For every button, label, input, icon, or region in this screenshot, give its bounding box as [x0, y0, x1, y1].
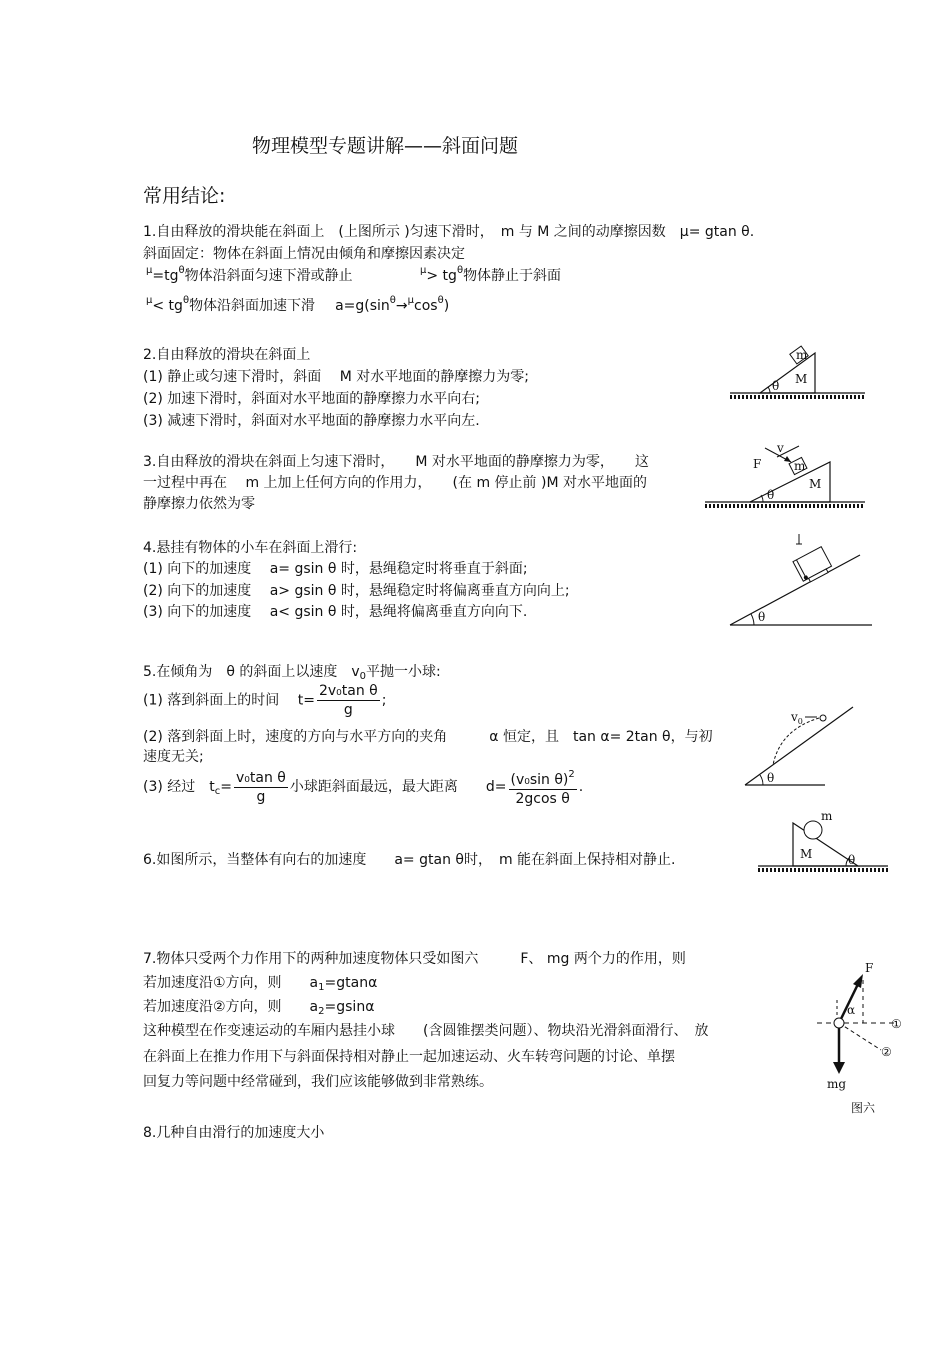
s1-cond3 [146, 295, 449, 315]
fraction [234, 769, 288, 806]
s7-line5: 在斜面上在推力作用下与斜面保持相对静止一起加速运动、火车转弯问题的讨论、单摆 [143, 1049, 675, 1065]
fig-label-M: M [809, 477, 822, 491]
s7-l3a: 若加速度沿②方向，则 a [143, 999, 319, 1015]
s1-line2: 斜面固定：物体在斜面上情况由倾角和摩擦因素决定 [143, 246, 465, 262]
s7-l2sub: 1 [318, 982, 325, 993]
s4-head: 4.悬挂有物体的小车在斜面上滑行: [143, 540, 358, 556]
fig-caption: 图六 [851, 1101, 876, 1115]
theta-symbol: θ [437, 295, 444, 306]
s7-l3b: =gsinα [324, 999, 375, 1015]
incline-figure-force [705, 440, 865, 512]
s5-head-tail: 平抛一小球: [366, 664, 441, 680]
s6-line1: 6.如图所示，当整体有向右的加速度 a= gtan θ时， m 能在斜面上保持相对静止. [143, 852, 676, 868]
theta-symbol: θ [182, 295, 190, 306]
s5-l3b: = [220, 779, 233, 795]
s3-line3: 静摩擦力依然为零 [143, 496, 255, 512]
fig-label-theta: θ [848, 853, 856, 867]
s1-line1: 1.自由释放的滑块能在斜面上 (上图所示 )匀速下滑时， m 与 M 之间的动摩擦因数 μ= gtan θ. [143, 224, 755, 240]
mu-symbol: μ [146, 265, 153, 276]
s4-line3: (3) 向下的加速度 a< gsin θ 时，悬绳将偏离垂直方向向下. [143, 604, 528, 620]
frac-num [509, 766, 577, 790]
s5-l3tail: . [578, 779, 584, 795]
s1-c3f: ) [443, 298, 450, 314]
s1-c3c: a=g(sin [335, 298, 390, 314]
mu-symbol: μ [420, 265, 427, 276]
s7-line3 [143, 996, 374, 1017]
s7-line1: 7.物体只受两个力作用下的两种加速度物体只受如图六 F、 mg 两个力的作用，则 [143, 951, 686, 967]
theta-symbol: θ [178, 265, 185, 276]
fig-label-v: v [777, 441, 784, 455]
fraction [317, 682, 380, 719]
fig-label-theta: θ [767, 771, 775, 785]
frac-num: 2v₀tan θ [318, 683, 378, 699]
fraction [509, 766, 577, 808]
mu-symbol: μ [407, 295, 415, 306]
s1-c1b: 物体沿斜面匀速下滑或静止 [184, 268, 353, 284]
theta-symbol: θ [389, 295, 396, 306]
s1-cond2 [420, 265, 561, 285]
incline-ball-figure [758, 808, 888, 876]
frac-den: g [343, 702, 353, 718]
s5-l3sub: c [214, 786, 221, 797]
fig-label-M: M [795, 372, 808, 386]
fig-label-theta: θ [758, 610, 766, 624]
s5-l1a: (1) 落到斜面上的时间 t= [143, 692, 315, 709]
s1-c2a: > tg [426, 268, 457, 284]
incline-figure-1 [730, 345, 865, 400]
s5-l1tail: ; [381, 692, 387, 709]
s5-line1 [143, 682, 386, 719]
frac-den: g [256, 788, 266, 805]
s5-head-sub: 0 [359, 671, 367, 682]
fig-label-M: M [800, 847, 813, 861]
fig-label-m: m [821, 809, 833, 823]
projectile-incline-figure [745, 705, 855, 790]
fig-label-theta: θ [772, 379, 780, 393]
s4-line1: (1) 向下的加速度 a= gsin θ 时，悬绳稳定时将垂直于斜面; [143, 561, 528, 577]
frac-den: 2gcos θ [515, 791, 570, 807]
fig-label-m: m [794, 459, 806, 473]
theta-symbol: θ [456, 265, 464, 276]
s1-c3b: 物体沿斜面加速下滑 [189, 298, 316, 314]
frac-num: v₀tan θ [236, 769, 286, 786]
s5-l3a: (3) 经过 t [143, 779, 215, 795]
mu-symbol: μ [146, 295, 153, 306]
s7-l3sub: 2 [318, 1006, 325, 1017]
fig-label-F: F [753, 457, 762, 471]
s7-l2a: 若加速度沿①方向，则 a [143, 975, 319, 991]
fig-label-theta: θ [767, 488, 775, 502]
fig-label-F: F [865, 961, 874, 975]
fig-label-v0: $v_0$ [791, 710, 803, 726]
fig-label-m: m [796, 348, 808, 362]
frac-sup: 2 [568, 769, 575, 780]
frac-num-text: (v₀sin θ) [510, 772, 569, 788]
s2-line2: (2) 加速下滑时，斜面对水平地面的静摩擦力水平向右; [143, 391, 480, 407]
s1-c3a: < tg [152, 298, 183, 314]
s3-line1: 3.自由释放的滑块在斜面上匀速下滑时， M 对水平地面的静摩擦力为零， 这 [143, 454, 649, 470]
s1-cond1 [146, 265, 353, 285]
s2-head: 2.自由释放的滑块在斜面上 [143, 347, 311, 363]
fig-label-mg: mg [827, 1077, 847, 1091]
s5-line2b: 速度无关; [143, 749, 204, 765]
s7-line4: 这种模型在作变速运动的车厢内悬挂小球 (含圆锥摆类问题）、物块沿光滑斜面滑行、 放 [143, 1023, 709, 1039]
s7-l2b: =gtanα [324, 975, 378, 991]
s3-line2: 一过程中再在 m 上加上任何方向的作用力， (在 m 停止前 )M 对水平地面的 [143, 475, 647, 491]
s1-c1a: =tg [152, 268, 179, 284]
s1-c2b: 物体静止于斜面 [463, 268, 562, 284]
fig-label-circle1: ① [891, 1017, 902, 1031]
s5-head-text: 5.在倾角为 θ 的斜面上以速度 v [143, 664, 360, 680]
s4-line2: (2) 向下的加速度 a> gsin θ 时，悬绳稳定时将偏离垂直方向向上; [143, 583, 570, 599]
s5-l3c: 小球距斜面最远，最大距离 d= [289, 779, 507, 795]
s1-c3d: → [395, 298, 408, 314]
s2-line3: (3) 减速下滑时，斜面对水平地面的静摩擦力水平向左. [143, 413, 480, 429]
s1-c3e: cos [414, 298, 438, 314]
force-diagram-fig6 [815, 960, 910, 1120]
fig-label-circle2: ② [881, 1045, 892, 1059]
s7-line6: 回复力等问题中经常碰到，我们应该能够做到非常熟练。 [143, 1074, 493, 1090]
s5-line3 [143, 766, 583, 808]
page-title: 物理模型专题讲解——斜面问题 [252, 135, 519, 157]
s8-line1: 8.几种自由滑行的加速度大小 [143, 1125, 325, 1141]
section-heading: 常用结论: [143, 185, 226, 207]
s5-line2a: (2) 落到斜面上时，速度的方向与水平方向的夹角 α 恒定，且 tan α= 2tan θ，与初 [143, 729, 713, 745]
s2-line1: (1) 静止或匀速下滑时，斜面 M 对水平地面的静摩擦力为零; [143, 369, 529, 385]
incline-cart-figure [730, 530, 875, 630]
s5-head [143, 661, 441, 682]
s7-line2 [143, 972, 377, 993]
fig-label-alpha: α [847, 1003, 856, 1017]
